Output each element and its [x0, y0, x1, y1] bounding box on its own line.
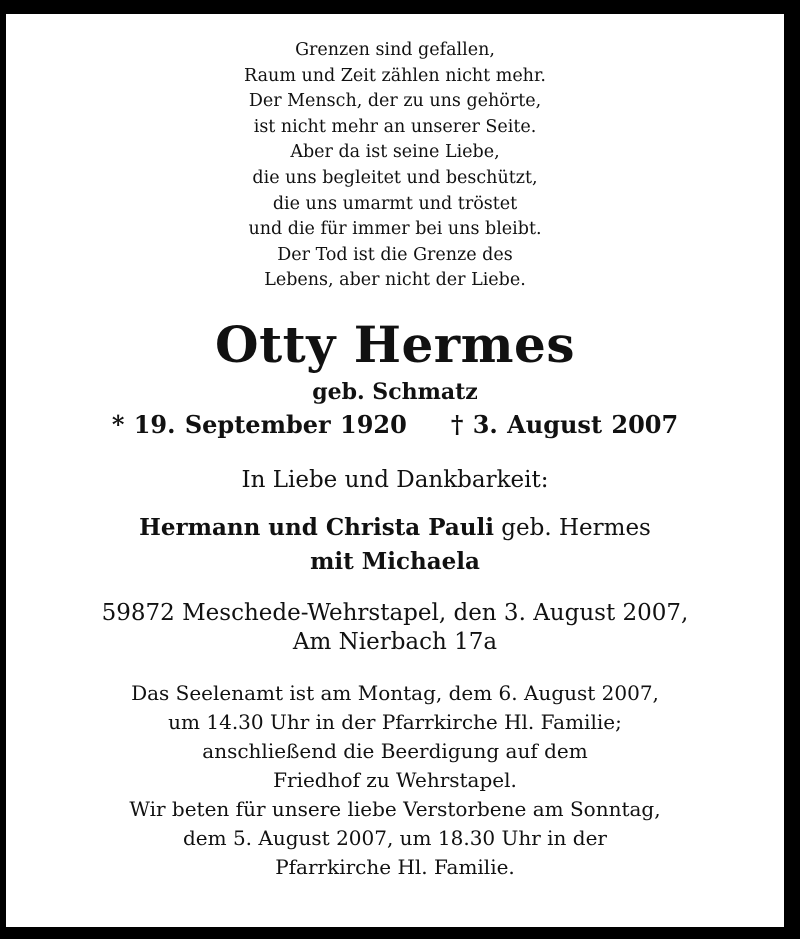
poem-line: Grenzen sind gefallen, [295, 40, 495, 60]
mourners-names: Hermann und Christa Pauli [139, 513, 494, 541]
poem-line: Raum und Zeit zählen nicht mehr. [244, 65, 546, 86]
poem-line: Aber da ist seine Liebe, [290, 142, 500, 163]
death-date: † 3. August 2007 [450, 409, 679, 439]
address-line: Am Nierbach 17a [292, 628, 498, 655]
service-line: anschließend die Beerdigung auf dem [202, 738, 588, 763]
thanks-line: In Liebe und Dankbarkeit: [241, 466, 549, 493]
mourners-maiden: geb. Hermes [493, 514, 651, 541]
poem-line: Der Mensch, der zu uns gehörte, [248, 91, 542, 112]
poem-line: die uns begleitet und beschützt, [252, 167, 538, 188]
mourners-line [6, 511, 784, 545]
service-line: um 14.30 Uhr in der Pfarrkirche Hl. Familie; [168, 709, 622, 734]
service-info [6, 679, 784, 882]
service-line: Friedhof zu Wehrstapel. [273, 767, 517, 792]
service-line: Das Seelenamt ist am Montag, dem 6. August 2007, [131, 680, 659, 705]
deceased-name: Otty Hermes [215, 314, 575, 374]
poem-line: und die für immer bei uns bleibt. [248, 219, 542, 240]
poem-line: Der Tod ist die Grenze des [277, 244, 513, 265]
birth-date: * 19. September 1920 [111, 409, 407, 439]
poem-line: die uns umarmt und tröstet [272, 193, 518, 214]
poem-line: ist nicht mehr an unserer Seite. [253, 116, 537, 137]
memorial-poem [6, 38, 784, 294]
service-line: Pfarrkirche Hl. Familie. [275, 854, 515, 879]
mourners [6, 511, 784, 579]
place-line: 59872 Meschede-Wehrstapel, den 3. August 2007, [101, 599, 689, 626]
mourners-names-2: mit Michaela [310, 547, 480, 575]
maiden-name: geb. Schmatz [312, 378, 478, 405]
mourners-line-2 [6, 545, 784, 579]
obituary-notice [6, 14, 784, 882]
service-line: dem 5. August 2007, um 18.30 Uhr in der [183, 825, 607, 850]
poem-line: Lebens, aber nicht der Liebe. [264, 270, 526, 291]
service-line: Wir beten für unsere liebe Verstorbene am Sonntag, [129, 796, 661, 821]
place-and-date [6, 599, 784, 657]
life-dates [6, 409, 784, 441]
